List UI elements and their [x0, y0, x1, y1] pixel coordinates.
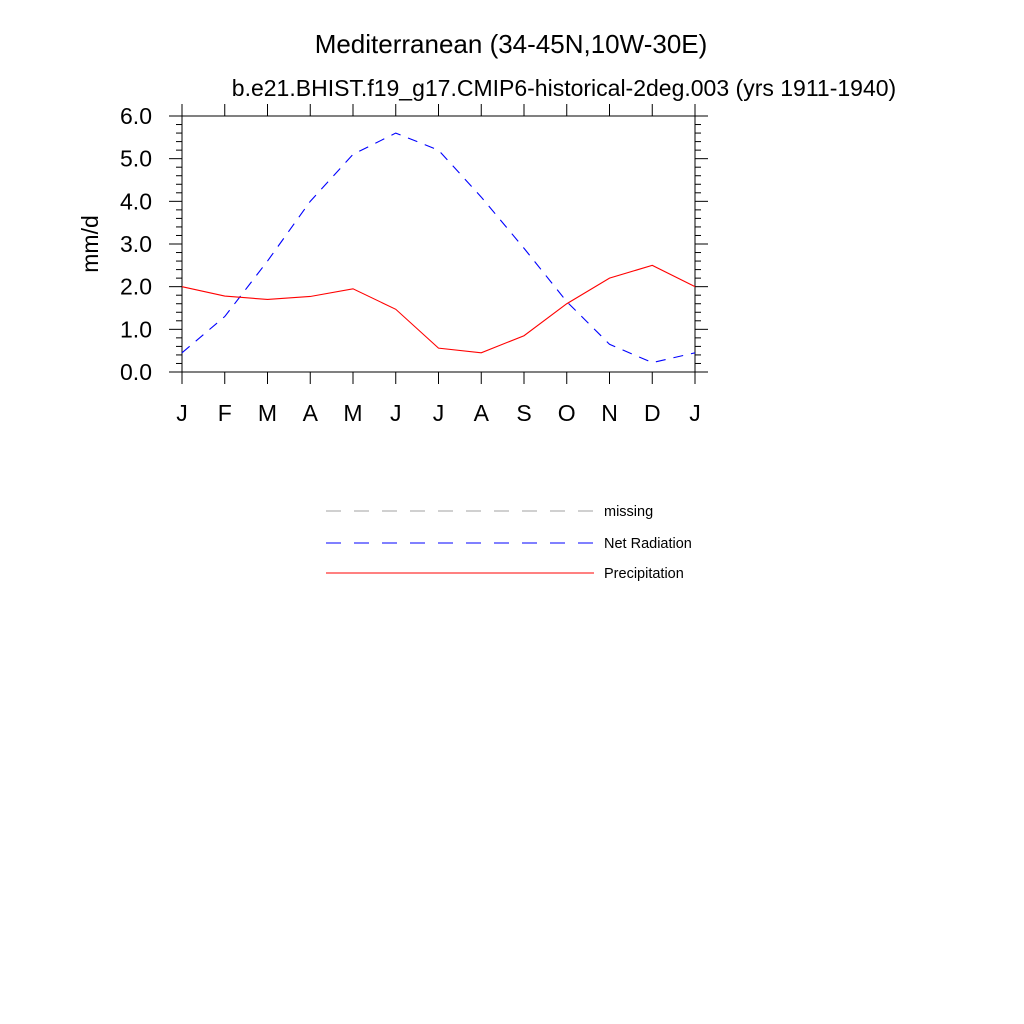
legend-label: Net Radiation [604, 536, 692, 552]
plot-border [182, 116, 695, 372]
x-tick-label: J [689, 400, 701, 426]
x-tick-label: D [643, 400, 661, 426]
chart-title: Mediterranean (34-45N,10W-30E) [314, 29, 708, 59]
x-tick-label: A [302, 400, 318, 426]
chart-subtitle: b.e21.BHIST.f19_g17.CMIP6-historical-2deg.003 (yrs 1911-1940) [231, 75, 897, 101]
y-tick-label: 5.0 [120, 145, 152, 172]
x-tick-label: J [390, 400, 402, 426]
x-tick-label: M [257, 400, 278, 426]
y-tick-label: 6.0 [120, 103, 152, 129]
legend-label: missing [604, 504, 654, 520]
x-tick-label: S [516, 400, 532, 426]
series-line-precipitation [182, 265, 695, 352]
axis-ticks [169, 104, 708, 384]
legend [326, 504, 692, 582]
y-tick-label: 0.0 [120, 359, 152, 385]
x-tick-label: A [473, 400, 489, 426]
x-tick-label: N [601, 400, 618, 426]
legend-label: Precipitation [604, 566, 684, 582]
series-lines [182, 133, 695, 363]
y-tick-label: 4.0 [120, 188, 152, 215]
series-line-net-radiation [182, 133, 695, 363]
y-axis-label: mm/d [77, 215, 103, 273]
x-tick-label: J [432, 400, 445, 426]
y-tick-label: 3.0 [120, 231, 152, 257]
x-tick-label: O [557, 400, 576, 426]
x-tick-label: F [217, 400, 232, 426]
x-tick-label: J [176, 400, 188, 426]
x-tick-label: M [343, 400, 363, 426]
tick-labels [120, 103, 701, 426]
plot-area [182, 116, 695, 372]
y-tick-label: 2.0 [120, 273, 152, 300]
y-tick-label: 1.0 [120, 316, 152, 343]
